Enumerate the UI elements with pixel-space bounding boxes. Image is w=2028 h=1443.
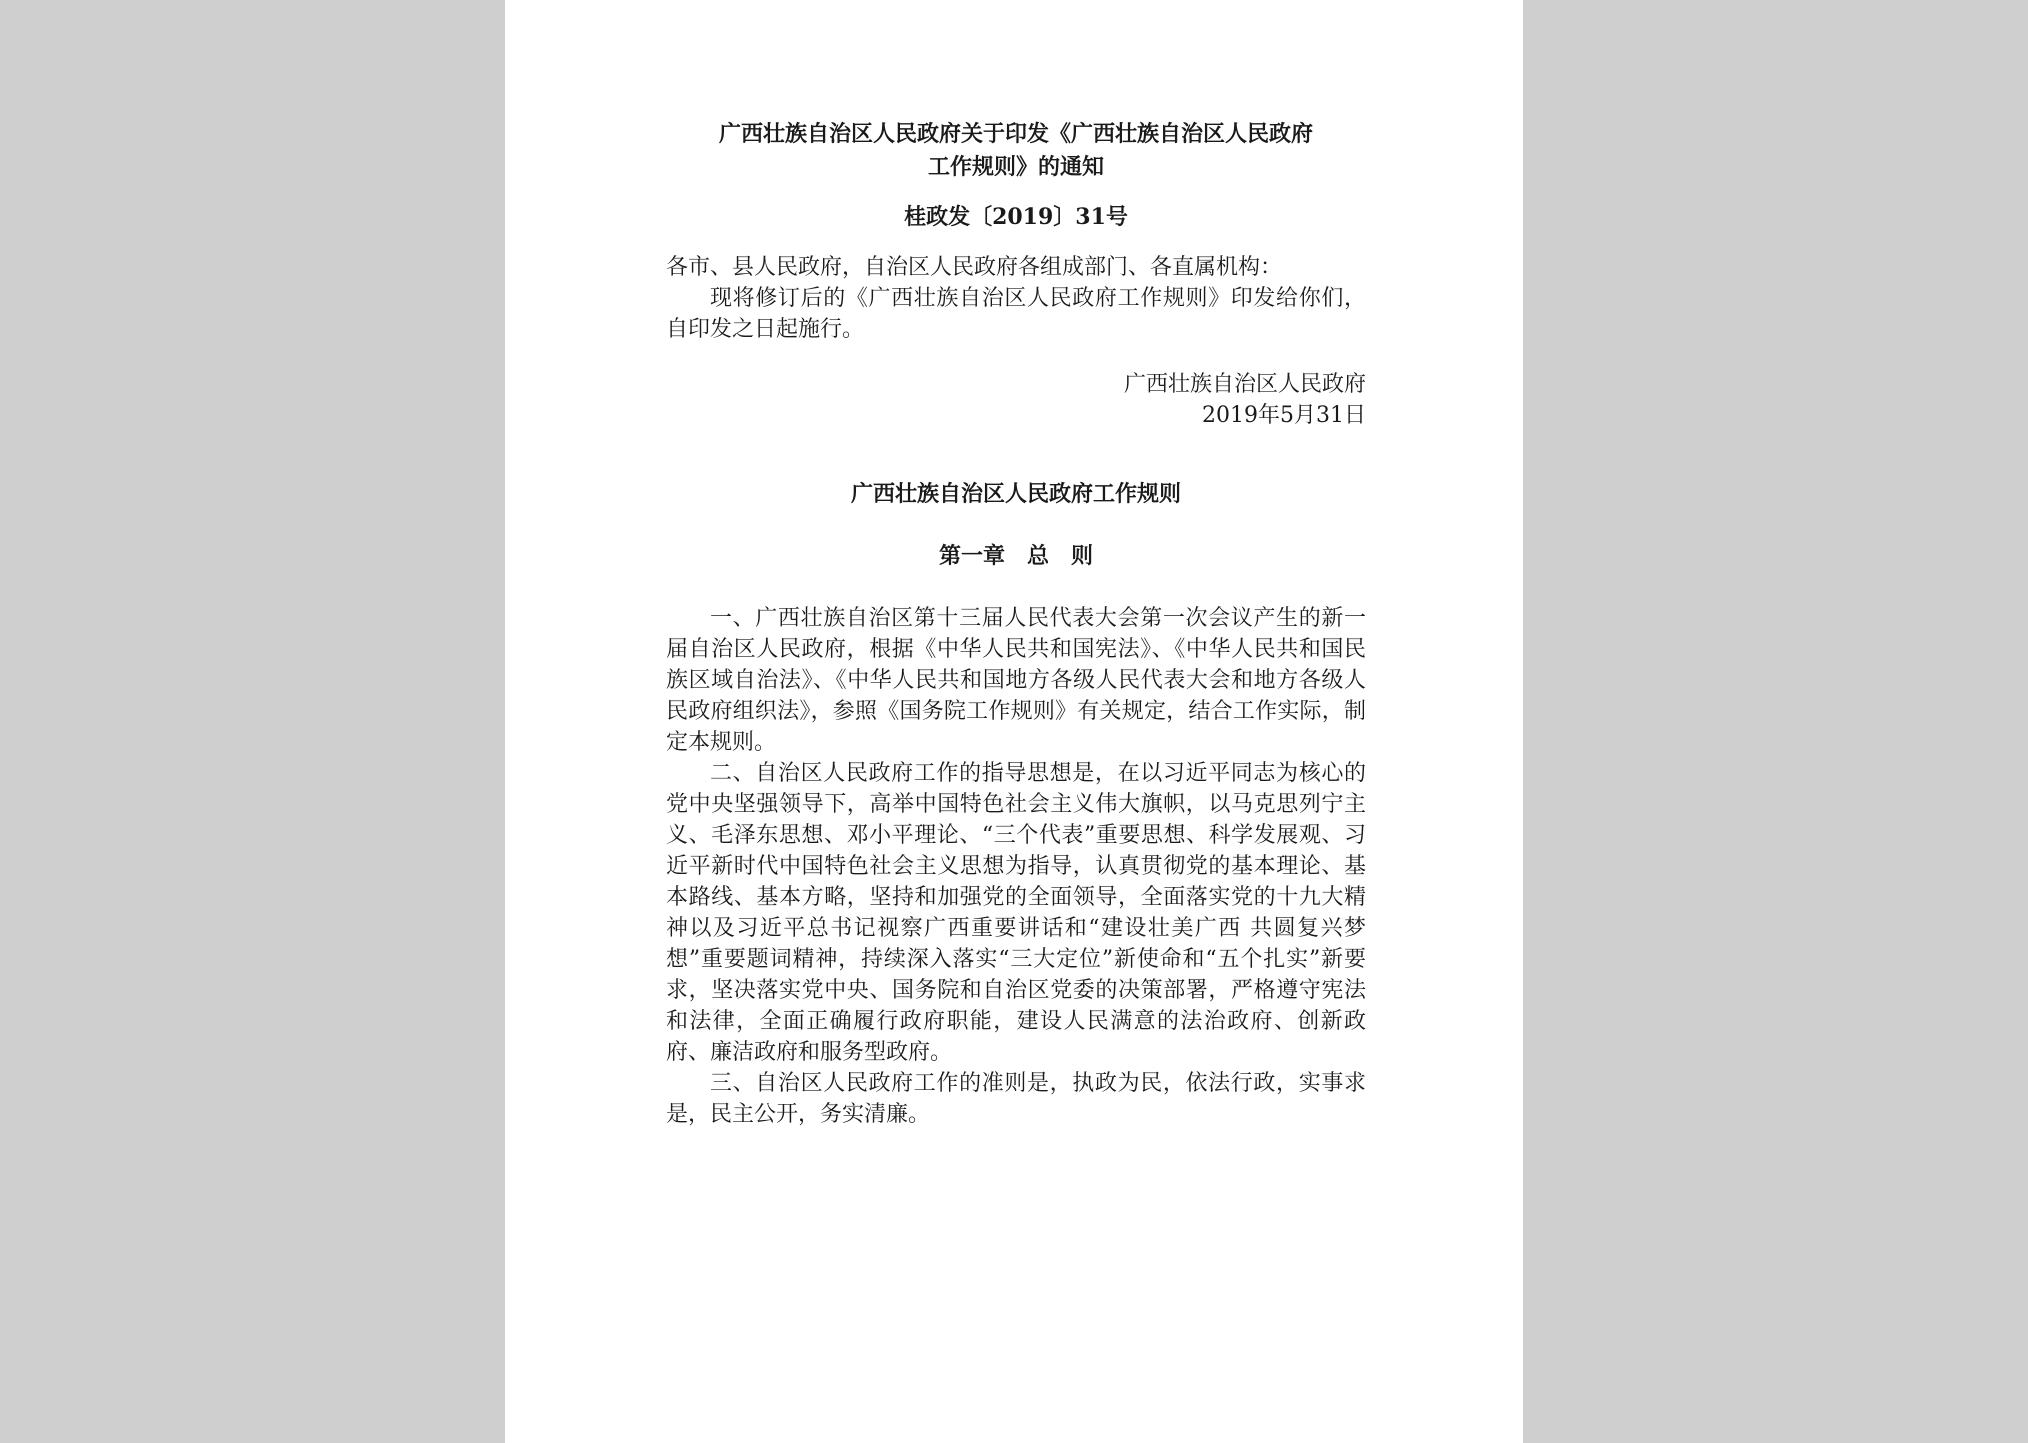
notice-title-line-2: 工作规则》的通知: [927, 154, 1104, 180]
document-content: [666, 118, 1366, 1130]
notice-title-line-1: 广西壮族自治区人民政府关于印发《广西壮族自治区人民政府: [718, 121, 1313, 147]
rules-title: 广西壮族自治区人民政府工作规则: [850, 481, 1181, 507]
chapter-heading: 第一章 总 则: [938, 543, 1093, 569]
rules-paragraph-2: 二、自治区人民政府工作的指导思想是，在以习近平同志为核心的党中央坚强领导下，高举中国特色社会主义伟大旗帜，以马克思列宁主义、毛泽东思想、邓小平理论、“三个代表”重要思想、科学发展观、习近平新时代中国特色社会主义思想为指导，认真贯彻党的基本理论、基本路线、基本方略，坚持和加强党的全面领导，全面落实党的十九大精神以及习近平总书记视察广西重要讲话和“建设壮美广西 共圆复兴梦想”重要题词精神，持续深入落实“三大定位”新使命和“五个扎实”新要求，坚决落实党中央、国务院和自治区党委的决策部署，严格遵守宪法和法律，全面正确履行政府职能，建设人民满意的法治政府、创新政府、廉洁政府和服务型政府。: [666, 761, 1366, 1065]
rules-paragraph-3: 三、自治区人民政府工作的准则是，执政为民，依法行政，实事求是，民主公开，务实清廉。: [666, 1071, 1366, 1127]
notice-body: 现将修订后的《广西壮族自治区人民政府工作规则》印发给你们，自印发之日起施行。: [666, 286, 1366, 342]
addressee: 各市、县人民政府，自治区人民政府各组成部门、各直属机构：: [666, 255, 1283, 280]
signature-organization: 广西壮族自治区人民政府: [1123, 372, 1366, 397]
signature-date: 2019年5月31日: [1202, 403, 1366, 428]
rules-body: [666, 603, 1366, 1130]
document-page: [505, 0, 1523, 1443]
rules-paragraph-1: 一、广西壮族自治区第十三届人民代表大会第一次会议产生的新一届自治区人民政府，根据《中华人民共和国宪法》、《中华人民共和国民族区域自治法》、《中华人民共和国地方各级人民代表大会和地方各级人民政府组织法》，参照《国务院工作规则》有关规定，结合工作实际，制定本规则。: [666, 606, 1366, 755]
document-number: 桂政发〔2019〕31号: [904, 204, 1128, 230]
